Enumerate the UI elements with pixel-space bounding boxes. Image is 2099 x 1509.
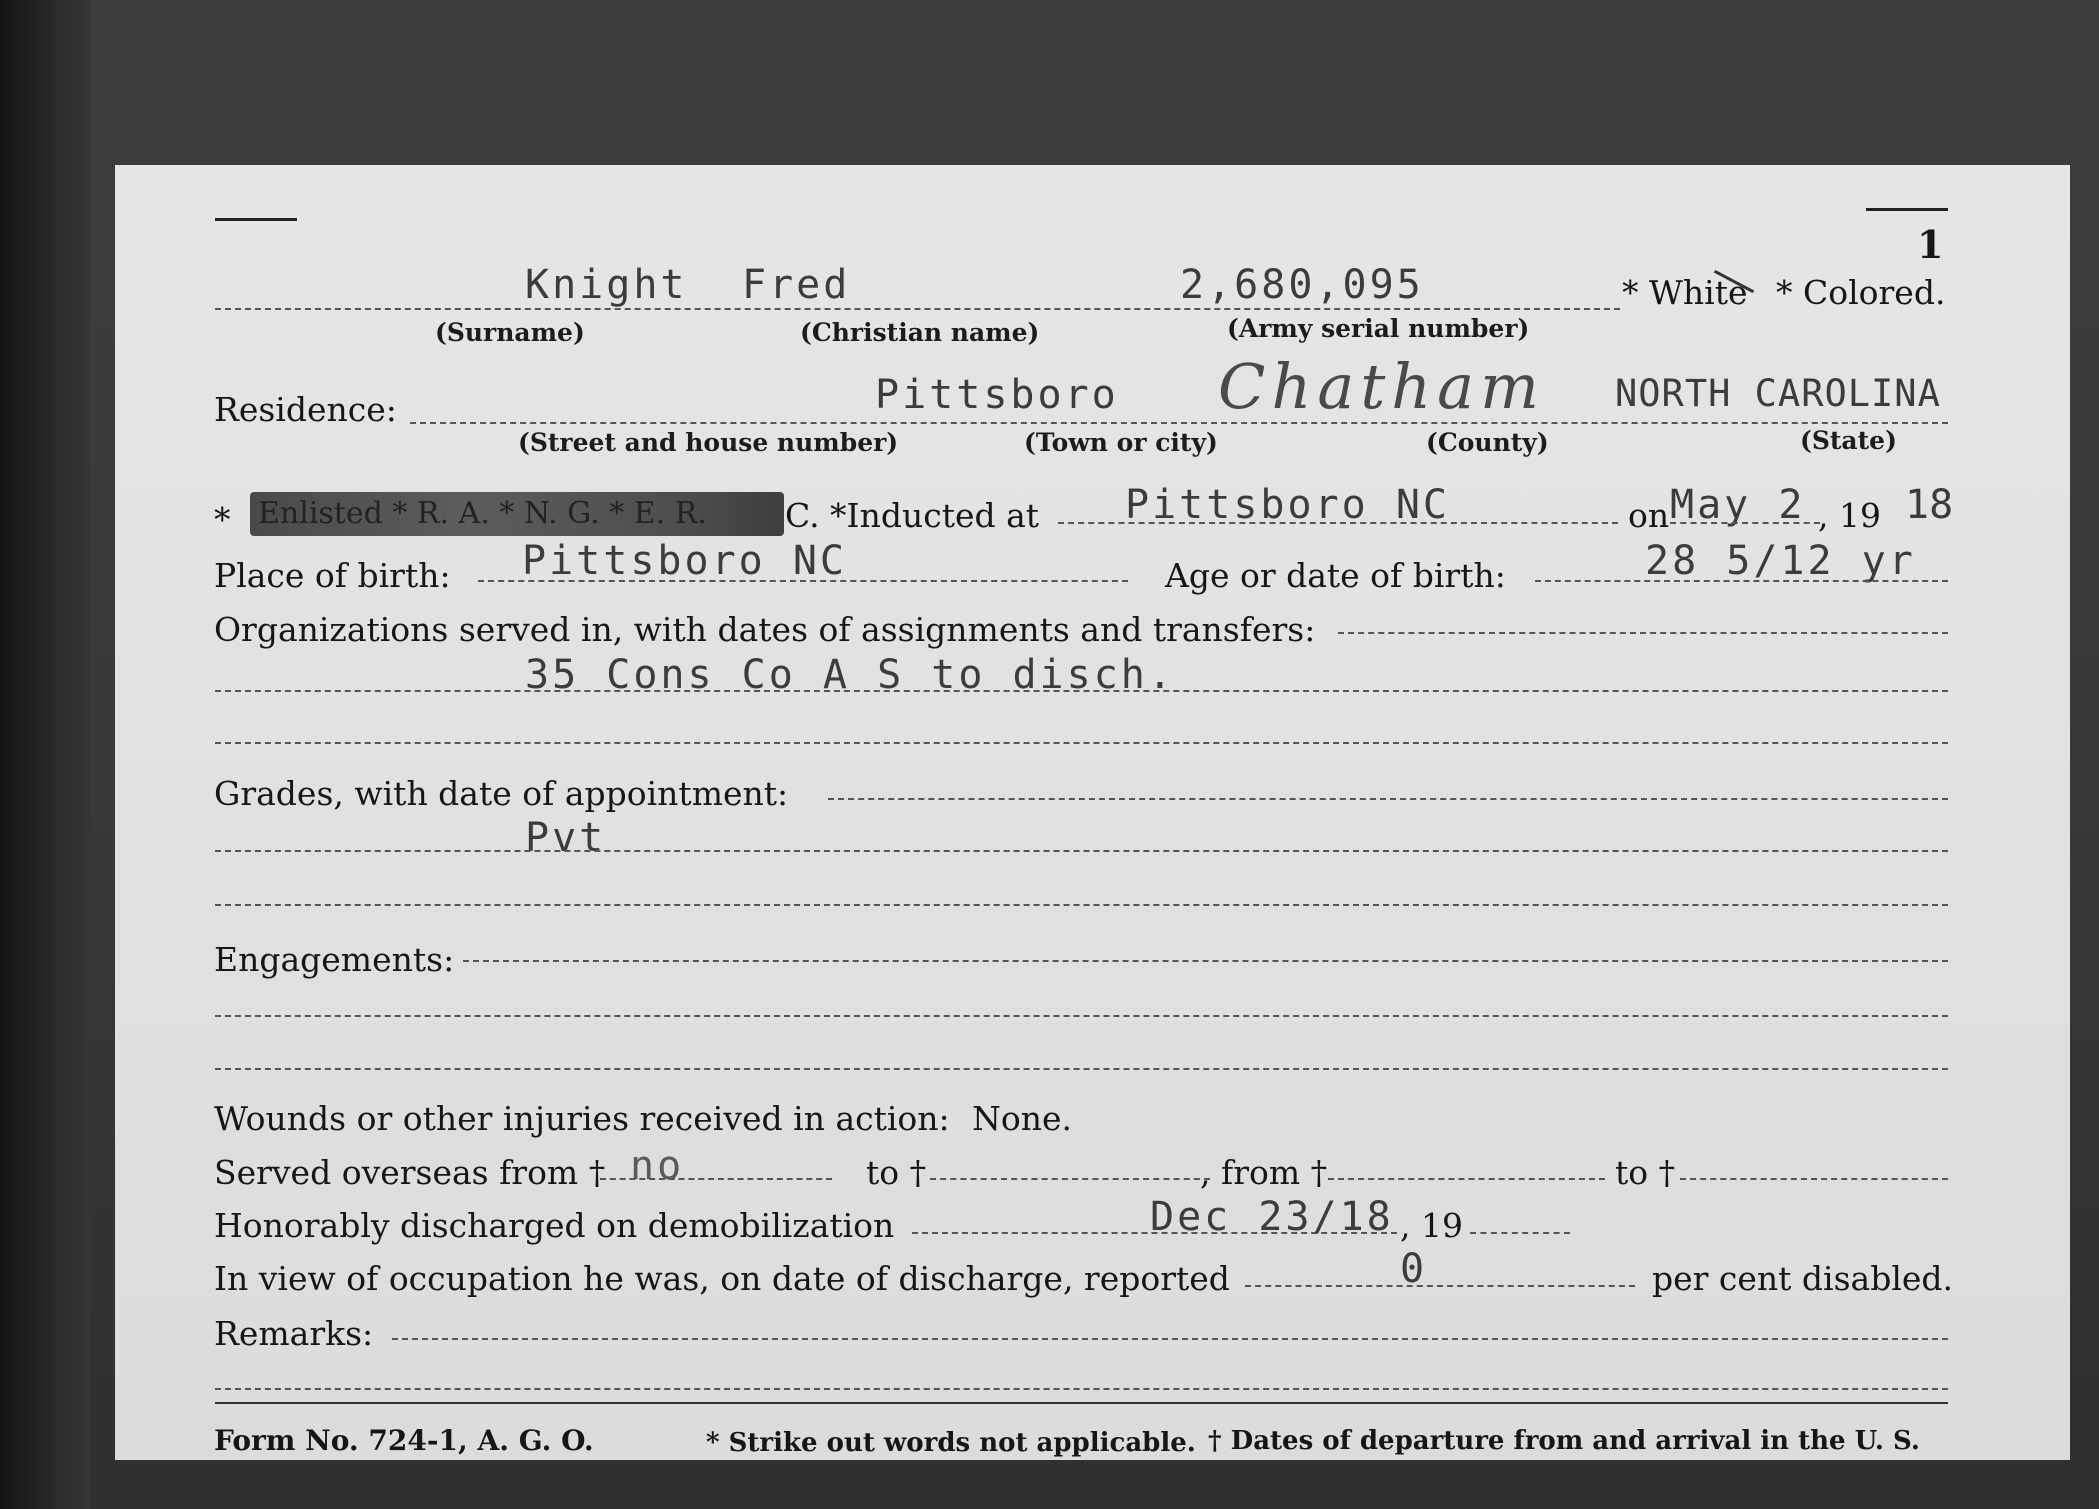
residence-label: Residence: bbox=[214, 390, 397, 429]
engagements-line-2 bbox=[215, 1015, 1948, 1017]
strike-note: * Strike out words not applicable. bbox=[706, 1428, 1196, 1458]
engagements-line-1 bbox=[463, 960, 1948, 962]
induction-date-value: May 2 bbox=[1670, 482, 1806, 528]
christian-name-value: Fred bbox=[742, 262, 851, 308]
overseas-to2-line bbox=[1680, 1178, 1948, 1180]
residence-town-value: Pittsboro bbox=[875, 372, 1119, 418]
overseas-to-label: to † bbox=[866, 1153, 927, 1192]
residence-line bbox=[410, 422, 1948, 424]
christian-name-label: (Christian name) bbox=[800, 318, 1040, 347]
dates-note: † Dates of departure from and arrival in the U. S. bbox=[1208, 1426, 1920, 1456]
disability-value: 0 bbox=[1400, 1246, 1428, 1292]
discharge-label: Honorably discharged on demobilization bbox=[214, 1206, 895, 1245]
remarks-line-2 bbox=[215, 1388, 1948, 1390]
disability-line bbox=[1245, 1285, 1635, 1287]
discharge-year-line bbox=[1470, 1232, 1570, 1234]
discharge-year-label: , 19 bbox=[1400, 1206, 1463, 1245]
form-number: Form No. 724-1, A. G. O. bbox=[214, 1424, 594, 1457]
top-left-rule bbox=[215, 218, 297, 221]
engagements-line-3 bbox=[215, 1068, 1948, 1070]
place-of-birth-value: Pittsboro NC bbox=[522, 538, 847, 584]
on-label: on bbox=[1628, 496, 1670, 535]
colored-option: * Colored. bbox=[1776, 273, 1946, 312]
disability-label: In view of occupation he was, on date of discharge, reported bbox=[214, 1259, 1230, 1298]
white-option: * White bbox=[1622, 273, 1748, 312]
card-number: 1 bbox=[1917, 222, 1944, 267]
place-of-birth-line bbox=[478, 580, 1128, 582]
age-value: 28 5/12 yr bbox=[1645, 538, 1916, 584]
organizations-label: Organizations served in, with dates of assignments and transfers: bbox=[214, 610, 1316, 649]
overseas-from-value: no bbox=[630, 1143, 685, 1189]
grades-line-1 bbox=[828, 798, 1948, 800]
disability-suffix: per cent disabled. bbox=[1652, 1259, 1954, 1298]
grades-label: Grades, with date of appointment: bbox=[214, 774, 789, 813]
grades-line-3 bbox=[215, 904, 1948, 906]
overseas-from2-line bbox=[1328, 1178, 1605, 1180]
organizations-value: 35 Cons Co A S to disch. bbox=[525, 652, 1175, 698]
organizations-line-1 bbox=[1338, 632, 1948, 634]
redacted-enlistment-options: Enlisted * R. A. * N. G. * E. R. bbox=[258, 496, 707, 531]
remarks-line-1 bbox=[392, 1338, 1948, 1340]
induction-year-suffix: 18 bbox=[1905, 482, 1954, 528]
state-label: (State) bbox=[1800, 426, 1897, 455]
inducted-place-value: Pittsboro NC bbox=[1125, 482, 1450, 528]
enlistment-star: * bbox=[214, 500, 231, 539]
place-of-birth-label: Place of birth: bbox=[214, 556, 451, 595]
county-label: (County) bbox=[1426, 428, 1549, 457]
scan-left-edge bbox=[0, 0, 90, 1509]
overseas-from2-label: , from † bbox=[1200, 1153, 1328, 1192]
induction-year-prefix: , 19 bbox=[1818, 496, 1881, 535]
overseas-from-line bbox=[600, 1178, 832, 1180]
grades-value: Pvt bbox=[525, 815, 607, 861]
grades-line-2 bbox=[215, 850, 1948, 852]
overseas-to-line bbox=[930, 1178, 1210, 1180]
remarks-label: Remarks: bbox=[214, 1314, 374, 1353]
organizations-line-2 bbox=[215, 690, 1948, 692]
engagements-label: Engagements: bbox=[214, 940, 455, 979]
inducted-label: C. *Inducted at bbox=[785, 496, 1040, 535]
serial-number-value: 2,680,095 bbox=[1180, 262, 1424, 308]
age-line bbox=[1535, 580, 1948, 582]
street-label: (Street and house number) bbox=[518, 428, 899, 457]
discharge-date-value: Dec 23/18 bbox=[1150, 1194, 1394, 1240]
town-label: (Town or city) bbox=[1024, 428, 1218, 457]
induction-date-line bbox=[1670, 522, 1820, 524]
overseas-to2-label: to † bbox=[1615, 1153, 1676, 1192]
wounds-value: None. bbox=[972, 1099, 1073, 1138]
inducted-line bbox=[1058, 522, 1618, 524]
residence-state-value: NORTH CAROLINA bbox=[1615, 372, 1941, 415]
top-right-rule bbox=[1866, 208, 1948, 211]
age-label: Age or date of birth: bbox=[1165, 556, 1506, 595]
name-line bbox=[215, 308, 1620, 310]
footer-rule bbox=[215, 1402, 1948, 1404]
serial-number-label: (Army serial number) bbox=[1227, 314, 1530, 343]
surname-label: (Surname) bbox=[435, 318, 585, 347]
surname-value: Knight bbox=[525, 262, 688, 308]
residence-county-value: Chatham bbox=[1218, 350, 1545, 423]
wounds-label: Wounds or other injuries received in action: bbox=[214, 1099, 950, 1138]
organizations-line-3 bbox=[215, 742, 1948, 744]
overseas-from-label: Served overseas from † bbox=[214, 1153, 606, 1192]
